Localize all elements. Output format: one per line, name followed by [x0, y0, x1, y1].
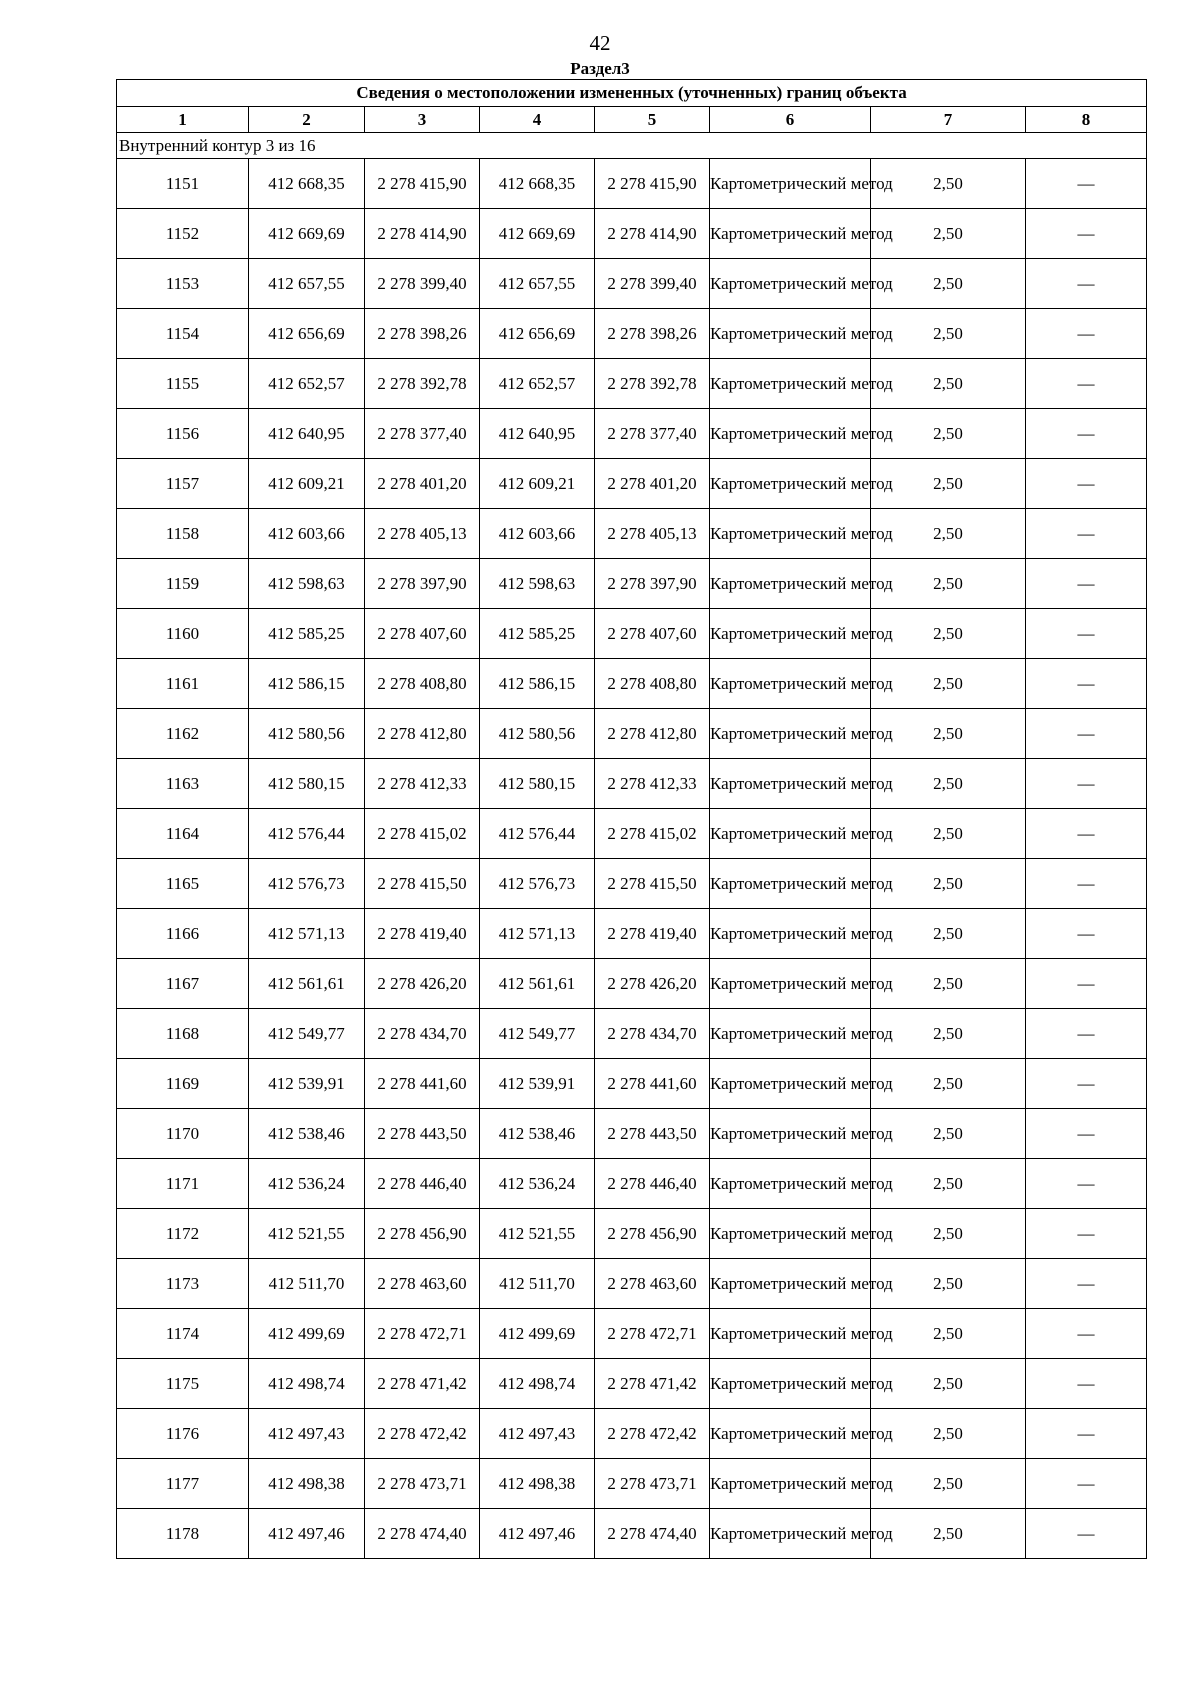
- cell-note: —: [1026, 1009, 1147, 1059]
- cell-method: Картометрический метод: [710, 759, 871, 809]
- column-number-row: [117, 107, 1147, 133]
- cell-y-existing: 2 278 472,71: [365, 1309, 480, 1359]
- column-number: 1: [117, 107, 249, 133]
- cell-note: —: [1026, 859, 1147, 909]
- cell-y-existing: 2 278 463,60: [365, 1259, 480, 1309]
- cell-y-new: 2 278 412,33: [595, 759, 710, 809]
- cell-y-new: 2 278 441,60: [595, 1059, 710, 1109]
- table-row: [117, 1459, 1147, 1509]
- cell-point-number: 1174: [117, 1309, 249, 1359]
- cell-x-new: 412 571,13: [480, 909, 595, 959]
- table-row: [117, 709, 1147, 759]
- cell-precision: 2,50: [871, 409, 1026, 459]
- cell-y-existing: 2 278 398,26: [365, 309, 480, 359]
- cell-point-number: 1160: [117, 609, 249, 659]
- cell-y-existing: 2 278 392,78: [365, 359, 480, 409]
- cell-note: —: [1026, 1209, 1147, 1259]
- cell-y-new: 2 278 472,42: [595, 1409, 710, 1459]
- table-row: [117, 259, 1147, 309]
- cell-method: Картометрический метод: [710, 1059, 871, 1109]
- cell-y-new: 2 278 407,60: [595, 609, 710, 659]
- cell-precision: 2,50: [871, 1459, 1026, 1509]
- table-row: [117, 409, 1147, 459]
- cell-note: —: [1026, 609, 1147, 659]
- cell-precision: 2,50: [871, 809, 1026, 859]
- cell-method: Картометрический метод: [710, 359, 871, 409]
- table-row: [117, 1409, 1147, 1459]
- cell-method: Картометрический метод: [710, 1459, 871, 1509]
- cell-y-new: 2 278 473,71: [595, 1459, 710, 1509]
- cell-x-new: 412 497,46: [480, 1509, 595, 1559]
- cell-method: Картометрический метод: [710, 159, 871, 209]
- cell-y-new: 2 278 415,90: [595, 159, 710, 209]
- cell-x-new: 412 549,77: [480, 1009, 595, 1059]
- cell-x-existing: 412 657,55: [249, 259, 365, 309]
- cell-note: —: [1026, 559, 1147, 609]
- cell-y-existing: 2 278 401,20: [365, 459, 480, 509]
- table-caption-row: [117, 80, 1147, 107]
- cell-precision: 2,50: [871, 1509, 1026, 1559]
- cell-x-existing: 412 511,70: [249, 1259, 365, 1309]
- cell-y-existing: 2 278 419,40: [365, 909, 480, 959]
- cell-point-number: 1165: [117, 859, 249, 909]
- cell-method: Картометрический метод: [710, 1409, 871, 1459]
- cell-precision: 2,50: [871, 1109, 1026, 1159]
- table-row: [117, 1059, 1147, 1109]
- cell-precision: 2,50: [871, 909, 1026, 959]
- cell-note: —: [1026, 259, 1147, 309]
- table-row: [117, 1159, 1147, 1209]
- cell-precision: 2,50: [871, 259, 1026, 309]
- cell-y-new: 2 278 426,20: [595, 959, 710, 1009]
- table-row: [117, 1259, 1147, 1309]
- table-row: [117, 759, 1147, 809]
- cell-point-number: 1151: [117, 159, 249, 209]
- cell-x-new: 412 657,55: [480, 259, 595, 309]
- table-row: [117, 959, 1147, 1009]
- cell-method: Картометрический метод: [710, 909, 871, 959]
- cell-y-existing: 2 278 441,60: [365, 1059, 480, 1109]
- cell-precision: 2,50: [871, 1059, 1026, 1109]
- table-row: [117, 809, 1147, 859]
- cell-precision: 2,50: [871, 1209, 1026, 1259]
- cell-x-new: 412 669,69: [480, 209, 595, 259]
- cell-x-existing: 412 536,24: [249, 1159, 365, 1209]
- cell-precision: 2,50: [871, 1259, 1026, 1309]
- cell-point-number: 1170: [117, 1109, 249, 1159]
- cell-x-existing: 412 549,77: [249, 1009, 365, 1059]
- cell-point-number: 1175: [117, 1359, 249, 1409]
- cell-x-existing: 412 497,46: [249, 1509, 365, 1559]
- cell-point-number: 1155: [117, 359, 249, 409]
- cell-note: —: [1026, 1109, 1147, 1159]
- column-number: 4: [480, 107, 595, 133]
- cell-y-existing: 2 278 399,40: [365, 259, 480, 309]
- cell-y-existing: 2 278 407,60: [365, 609, 480, 659]
- cell-method: Картометрический метод: [710, 459, 871, 509]
- cell-method: Картометрический метод: [710, 209, 871, 259]
- cell-x-new: 412 580,56: [480, 709, 595, 759]
- cell-point-number: 1168: [117, 1009, 249, 1059]
- cell-y-new: 2 278 456,90: [595, 1209, 710, 1259]
- cell-y-existing: 2 278 474,40: [365, 1509, 480, 1559]
- cell-precision: 2,50: [871, 1309, 1026, 1359]
- cell-precision: 2,50: [871, 759, 1026, 809]
- cell-precision: 2,50: [871, 1409, 1026, 1459]
- cell-x-new: 412 585,25: [480, 609, 595, 659]
- cell-x-existing: 412 640,95: [249, 409, 365, 459]
- cell-precision: 2,50: [871, 1009, 1026, 1059]
- cell-method: Картометрический метод: [710, 1159, 871, 1209]
- cell-method: Картометрический метод: [710, 509, 871, 559]
- cell-precision: 2,50: [871, 659, 1026, 709]
- cell-point-number: 1176: [117, 1409, 249, 1459]
- table-row: [117, 1109, 1147, 1159]
- cell-y-existing: 2 278 443,50: [365, 1109, 480, 1159]
- cell-point-number: 1156: [117, 409, 249, 459]
- cell-y-existing: 2 278 415,50: [365, 859, 480, 909]
- cell-x-existing: 412 586,15: [249, 659, 365, 709]
- cell-point-number: 1162: [117, 709, 249, 759]
- cell-x-new: 412 561,61: [480, 959, 595, 1009]
- cell-y-new: 2 278 434,70: [595, 1009, 710, 1059]
- cell-x-new: 412 539,91: [480, 1059, 595, 1109]
- cell-y-new: 2 278 405,13: [595, 509, 710, 559]
- cell-point-number: 1158: [117, 509, 249, 559]
- cell-x-new: 412 498,74: [480, 1359, 595, 1409]
- cell-x-new: 412 576,44: [480, 809, 595, 859]
- cell-method: Картометрический метод: [710, 309, 871, 359]
- cell-method: Картометрический метод: [710, 1109, 871, 1159]
- cell-point-number: 1161: [117, 659, 249, 709]
- column-number: 5: [595, 107, 710, 133]
- cell-x-existing: 412 580,56: [249, 709, 365, 759]
- table-row: [117, 559, 1147, 609]
- cell-precision: 2,50: [871, 209, 1026, 259]
- cell-x-existing: 412 498,74: [249, 1359, 365, 1409]
- table-row: [117, 859, 1147, 909]
- cell-point-number: 1171: [117, 1159, 249, 1209]
- table-row: [117, 309, 1147, 359]
- cell-note: —: [1026, 759, 1147, 809]
- cell-precision: 2,50: [871, 1159, 1026, 1209]
- cell-precision: 2,50: [871, 359, 1026, 409]
- cell-note: —: [1026, 709, 1147, 759]
- cell-precision: 2,50: [871, 459, 1026, 509]
- cell-note: —: [1026, 309, 1147, 359]
- cell-x-new: 412 603,66: [480, 509, 595, 559]
- cell-x-new: 412 497,43: [480, 1409, 595, 1459]
- cell-y-new: 2 278 377,40: [595, 409, 710, 459]
- cell-note: —: [1026, 1309, 1147, 1359]
- cell-y-new: 2 278 471,42: [595, 1359, 710, 1409]
- cell-y-new: 2 278 419,40: [595, 909, 710, 959]
- cell-x-existing: 412 571,13: [249, 909, 365, 959]
- cell-precision: 2,50: [871, 509, 1026, 559]
- cell-y-new: 2 278 463,60: [595, 1259, 710, 1309]
- table-row: [117, 509, 1147, 559]
- cell-x-new: 412 538,46: [480, 1109, 595, 1159]
- cell-note: —: [1026, 909, 1147, 959]
- cell-method: Картометрический метод: [710, 1259, 871, 1309]
- cell-method: Картометрический метод: [710, 1209, 871, 1259]
- cell-y-new: 2 278 446,40: [595, 1159, 710, 1209]
- cell-note: —: [1026, 1409, 1147, 1459]
- cell-note: —: [1026, 1459, 1147, 1509]
- cell-y-existing: 2 278 473,71: [365, 1459, 480, 1509]
- cell-y-new: 2 278 397,90: [595, 559, 710, 609]
- column-number: 2: [249, 107, 365, 133]
- table-row: [117, 1359, 1147, 1409]
- table-row: [117, 209, 1147, 259]
- cell-x-existing: 412 668,35: [249, 159, 365, 209]
- cell-precision: 2,50: [871, 709, 1026, 759]
- table-row: [117, 1509, 1147, 1559]
- cell-precision: 2,50: [871, 959, 1026, 1009]
- cell-note: —: [1026, 959, 1147, 1009]
- cell-x-new: 412 511,70: [480, 1259, 595, 1309]
- cell-x-existing: 412 609,21: [249, 459, 365, 509]
- table-row: [117, 1209, 1147, 1259]
- cell-x-existing: 412 580,15: [249, 759, 365, 809]
- cell-note: —: [1026, 459, 1147, 509]
- cell-x-new: 412 586,15: [480, 659, 595, 709]
- cell-note: —: [1026, 1509, 1147, 1559]
- cell-x-existing: 412 497,43: [249, 1409, 365, 1459]
- cell-x-existing: 412 521,55: [249, 1209, 365, 1259]
- cell-point-number: 1164: [117, 809, 249, 859]
- cell-note: —: [1026, 1059, 1147, 1109]
- cell-x-existing: 412 585,25: [249, 609, 365, 659]
- column-number: 6: [710, 107, 871, 133]
- cell-precision: 2,50: [871, 1359, 1026, 1409]
- cell-y-existing: 2 278 415,02: [365, 809, 480, 859]
- cell-precision: 2,50: [871, 559, 1026, 609]
- cell-method: Картометрический метод: [710, 659, 871, 709]
- cell-point-number: 1152: [117, 209, 249, 259]
- cell-note: —: [1026, 159, 1147, 209]
- cell-point-number: 1153: [117, 259, 249, 309]
- cell-x-existing: 412 652,57: [249, 359, 365, 409]
- cell-note: —: [1026, 1159, 1147, 1209]
- cell-point-number: 1166: [117, 909, 249, 959]
- cell-note: —: [1026, 409, 1147, 459]
- page-number: 42: [589, 31, 611, 55]
- cell-y-new: 2 278 415,02: [595, 809, 710, 859]
- cell-x-existing: 412 499,69: [249, 1309, 365, 1359]
- cell-y-existing: 2 278 415,90: [365, 159, 480, 209]
- cell-x-new: 412 609,21: [480, 459, 595, 509]
- cell-point-number: 1169: [117, 1059, 249, 1109]
- cell-point-number: 1163: [117, 759, 249, 809]
- cell-y-new: 2 278 474,40: [595, 1509, 710, 1559]
- table-row: [117, 1309, 1147, 1359]
- cell-method: Картометрический метод: [710, 1509, 871, 1559]
- cell-x-existing: 412 598,63: [249, 559, 365, 609]
- cell-x-new: 412 598,63: [480, 559, 595, 609]
- cell-point-number: 1178: [117, 1509, 249, 1559]
- cell-y-existing: 2 278 426,20: [365, 959, 480, 1009]
- column-number: 7: [871, 107, 1026, 133]
- cell-x-existing: 412 603,66: [249, 509, 365, 559]
- cell-y-existing: 2 278 414,90: [365, 209, 480, 259]
- cell-y-existing: 2 278 434,70: [365, 1009, 480, 1059]
- cell-y-existing: 2 278 405,13: [365, 509, 480, 559]
- cell-x-new: 412 498,38: [480, 1459, 595, 1509]
- cell-y-new: 2 278 401,20: [595, 459, 710, 509]
- cell-precision: 2,50: [871, 159, 1026, 209]
- cell-y-new: 2 278 412,80: [595, 709, 710, 759]
- cell-y-existing: 2 278 446,40: [365, 1159, 480, 1209]
- contour-label-row: [117, 133, 1147, 159]
- contour-label: Внутренний контур 3 из 16: [117, 133, 1147, 159]
- table-row: [117, 909, 1147, 959]
- cell-x-new: 412 536,24: [480, 1159, 595, 1209]
- cell-y-new: 2 278 443,50: [595, 1109, 710, 1159]
- section-title: Раздел3: [570, 59, 630, 78]
- cell-y-new: 2 278 408,80: [595, 659, 710, 709]
- table-row: [117, 659, 1147, 709]
- cell-y-existing: 2 278 397,90: [365, 559, 480, 609]
- cell-y-existing: 2 278 408,80: [365, 659, 480, 709]
- cell-x-new: 412 652,57: [480, 359, 595, 409]
- cell-y-existing: 2 278 377,40: [365, 409, 480, 459]
- table-row: [117, 1009, 1147, 1059]
- cell-x-existing: 412 669,69: [249, 209, 365, 259]
- cell-note: —: [1026, 1259, 1147, 1309]
- cell-x-new: 412 668,35: [480, 159, 595, 209]
- cell-note: —: [1026, 509, 1147, 559]
- cell-x-existing: 412 656,69: [249, 309, 365, 359]
- cell-point-number: 1173: [117, 1259, 249, 1309]
- cell-x-existing: 412 561,61: [249, 959, 365, 1009]
- table-row: [117, 459, 1147, 509]
- column-number: 3: [365, 107, 480, 133]
- cell-point-number: 1159: [117, 559, 249, 609]
- cell-method: Картометрический метод: [710, 1359, 871, 1409]
- cell-x-existing: 412 498,38: [249, 1459, 365, 1509]
- cell-method: Картометрический метод: [710, 959, 871, 1009]
- cell-note: —: [1026, 209, 1147, 259]
- cell-x-new: 412 640,95: [480, 409, 595, 459]
- cell-x-new: 412 580,15: [480, 759, 595, 809]
- cell-y-existing: 2 278 412,33: [365, 759, 480, 809]
- cell-precision: 2,50: [871, 859, 1026, 909]
- cell-method: Картометрический метод: [710, 409, 871, 459]
- table-row: [117, 609, 1147, 659]
- cell-method: Картометрический метод: [710, 859, 871, 909]
- cell-precision: 2,50: [871, 609, 1026, 659]
- boundary-coordinates-table: [116, 79, 1147, 1559]
- cell-point-number: 1167: [117, 959, 249, 1009]
- cell-y-new: 2 278 399,40: [595, 259, 710, 309]
- cell-point-number: 1172: [117, 1209, 249, 1259]
- cell-y-existing: 2 278 456,90: [365, 1209, 480, 1259]
- cell-note: —: [1026, 359, 1147, 409]
- cell-note: —: [1026, 1359, 1147, 1409]
- table-caption: Сведения о местоположении измененных (уточненных) границ объекта: [117, 80, 1147, 107]
- cell-y-new: 2 278 415,50: [595, 859, 710, 909]
- cell-method: Картометрический метод: [710, 809, 871, 859]
- cell-precision: 2,50: [871, 309, 1026, 359]
- cell-method: Картометрический метод: [710, 609, 871, 659]
- cell-y-existing: 2 278 472,42: [365, 1409, 480, 1459]
- cell-y-existing: 2 278 471,42: [365, 1359, 480, 1409]
- cell-x-existing: 412 539,91: [249, 1059, 365, 1109]
- cell-method: Картометрический метод: [710, 259, 871, 309]
- cell-x-new: 412 521,55: [480, 1209, 595, 1259]
- cell-point-number: 1177: [117, 1459, 249, 1509]
- cell-point-number: 1157: [117, 459, 249, 509]
- table-row: [117, 359, 1147, 409]
- cell-x-new: 412 576,73: [480, 859, 595, 909]
- cell-y-new: 2 278 392,78: [595, 359, 710, 409]
- cell-method: Картометрический метод: [710, 709, 871, 759]
- cell-method: Картометрический метод: [710, 1009, 871, 1059]
- cell-y-new: 2 278 414,90: [595, 209, 710, 259]
- cell-x-existing: 412 576,44: [249, 809, 365, 859]
- cell-method: Картометрический метод: [710, 1309, 871, 1359]
- table-row: [117, 159, 1147, 209]
- cell-x-new: 412 499,69: [480, 1309, 595, 1359]
- cell-x-new: 412 656,69: [480, 309, 595, 359]
- cell-y-existing: 2 278 412,80: [365, 709, 480, 759]
- cell-y-new: 2 278 472,71: [595, 1309, 710, 1359]
- cell-y-new: 2 278 398,26: [595, 309, 710, 359]
- cell-x-existing: 412 538,46: [249, 1109, 365, 1159]
- cell-point-number: 1154: [117, 309, 249, 359]
- cell-x-existing: 412 576,73: [249, 859, 365, 909]
- column-number: 8: [1026, 107, 1147, 133]
- cell-note: —: [1026, 809, 1147, 859]
- cell-method: Картометрический метод: [710, 559, 871, 609]
- cell-note: —: [1026, 659, 1147, 709]
